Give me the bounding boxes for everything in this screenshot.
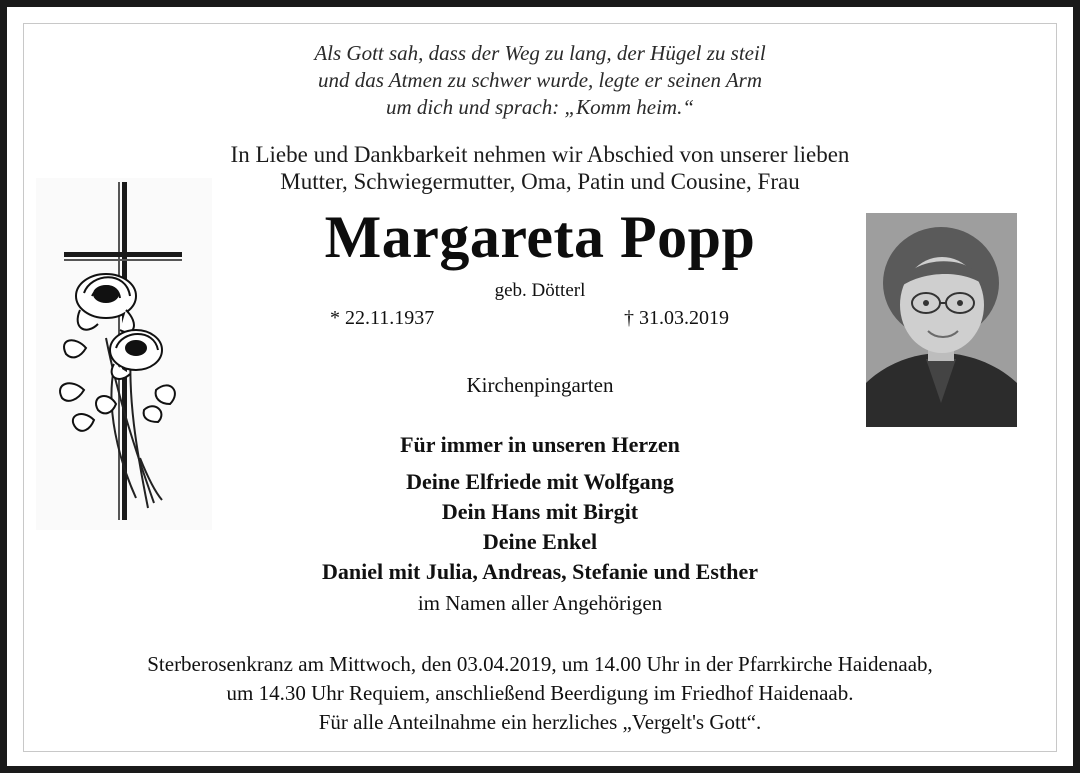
family-line: Deine Enkel: [482, 529, 598, 554]
service-line: um 14.30 Uhr Requiem, anschließend Beerdigung im Friedhof Haidenaab.: [226, 681, 854, 705]
service-line: Für alle Anteilnahme ein herzliches „Vergelt's Gott“.: [318, 710, 762, 734]
motto-line: um dich und sprach: „Komm heim.“: [386, 95, 694, 119]
service-info: [16, 650, 1064, 737]
motto-line: und das Atmen zu schwer wurde, legte er seinen Arm: [317, 68, 763, 92]
maiden-name: geb. Dötterl: [494, 280, 586, 301]
birth-date: * 22.11.1937: [330, 307, 435, 329]
family-line: Dein Hans mit Birgit: [441, 499, 639, 524]
service-line: Sterberosenkranz am Mittwoch, den 03.04.2019, um 14.00 Uhr in der Pfarrkirche Haidenaab,: [147, 652, 933, 676]
portrait-photo: [866, 213, 1017, 427]
closing-heading: Für immer in unseren Herzen: [400, 432, 680, 457]
death-date: † 31.03.2019: [624, 307, 729, 329]
family-line: Daniel mit Julia, Andreas, Stefanie und Esther: [322, 559, 758, 584]
motto-verse: [0, 40, 1080, 121]
relatives-note: im Namen aller Angehörigen: [417, 591, 663, 615]
family-line: Deine Elfriede mit Wolfgang: [406, 469, 674, 494]
intro-line: Mutter, Schwiegermutter, Oma, Patin und Cousine, Frau: [280, 169, 800, 194]
motto-line: Als Gott sah, dass der Weg zu lang, der Hügel zu steil: [314, 41, 766, 65]
deceased-name: Margareta Popp: [324, 204, 756, 270]
intro-line: In Liebe und Dankbarkeit nehmen wir Abschied von unserer lieben: [230, 142, 850, 167]
family-list: [140, 467, 940, 587]
hometown: Kirchenpingarten: [466, 373, 614, 397]
